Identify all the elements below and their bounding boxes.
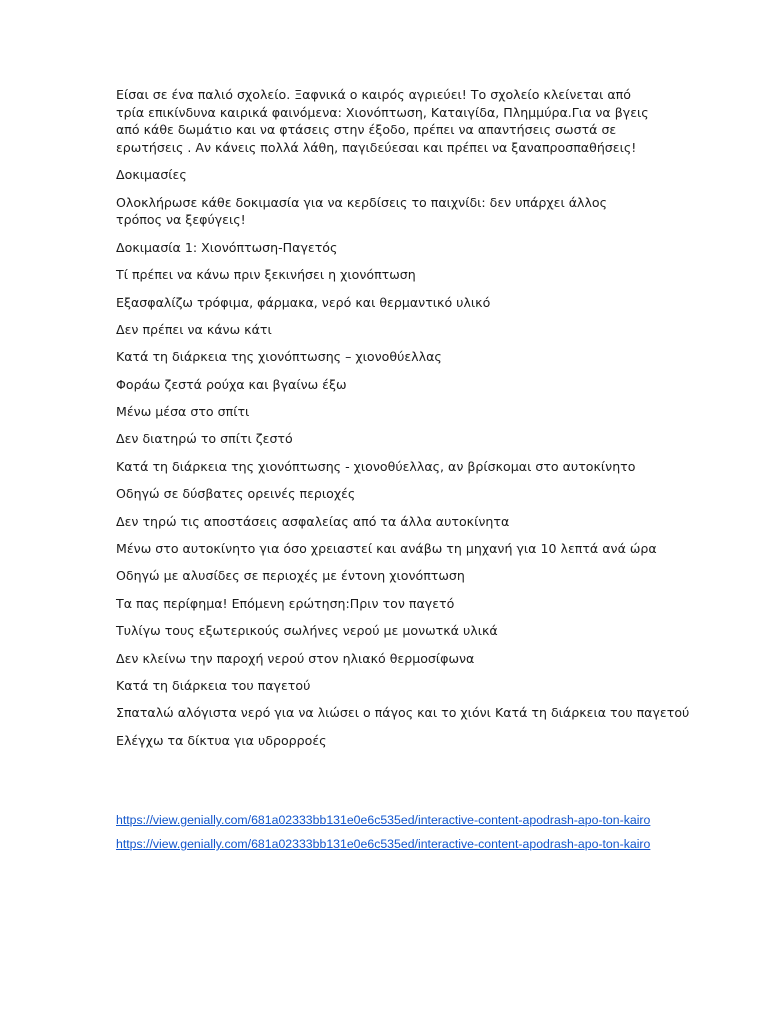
question-in-car: Κατά τη διάρκεια της χιονόπτωσης - χιονοθύελλας, αν βρίσκομαι στο αυτοκίνητο — [116, 458, 636, 474]
answer-option: Φοράω ζεστά ρούχα και βγαίνω έξω — [116, 376, 347, 392]
answer-option: Σπαταλώ αλόγιστα νερό για να λιώσει ο πάγος και το χιόνι Κατά τη διάρκεια του παγετού — [116, 705, 690, 721]
answer-option: Οδηγώ σε δύσβατες ορεινές περιοχές — [116, 486, 356, 502]
answer-option: Μένω στο αυτοκίνητο για όσο χρειαστεί και ανάβω τη μηχανή για 10 λεπτά ανά ώρα — [116, 541, 657, 557]
genially-link[interactable]: https://view.genially.com/681a02333bb131e0e6c535ed/interactive-content-apodrash-apo-ton-kairo — [116, 813, 651, 827]
answer-option: Οδηγώ με αλυσίδες σε περιοχές με έντονη χιονόπτωση — [116, 568, 465, 584]
trials-heading: Δοκιμασίες — [116, 167, 187, 183]
answer-option: Εξασφαλίζω τρόφιμα, φάρμακα, νερό και θερμαντικό υλικό — [116, 294, 491, 310]
answer-option: Μένω μέσα στο σπίτι — [116, 404, 250, 420]
question-during-snowstorm: Κατά τη διάρκεια της χιονόπτωσης – χιονοθύελλας — [116, 349, 442, 365]
question-during-frost: Κατά τη διάρκεια του παγετού — [116, 678, 311, 693]
answer-option: Δεν κλείνω την παροχή νερού στον ηλιακό θερμοσίφωνα — [116, 650, 475, 666]
genially-link[interactable]: https://view.genially.com/681a02333bb131e0e6c535ed/interactive-content-apodrash-apo-ton-kairo — [116, 837, 651, 851]
answer-option: Δεν διατηρώ το σπίτι ζεστό — [116, 431, 293, 447]
links-section — [116, 812, 650, 860]
intro-paragraph: Είσαι σε ένα παλιό σχολείο. Ξαφνικά ο καιρός αγριεύει! Το σχολείο κλείνεται από τρία επικίνδυνα καιρικά φαινόμενα: Χιονόπτωση, Καταιγίδα, Πλημμύρα.Για να βγεις από κάθε δωμάτιο και να φτάσεις στην έξοδο, πρέπει να απαντήσεις σωστά σε ερωτήσεις . Αν κάνεις πολλά λάθη, παγιδεύεσαι και πρέπει να ξαναπροσπαθήσεις! — [116, 87, 649, 155]
trial-1-heading: Δοκιμασία 1: Χιονόπτωση-Παγετός — [116, 239, 338, 255]
document-body — [116, 86, 690, 759]
instructions-paragraph: Ολοκλήρωσε κάθε δοκιμασία για να κερδίσεις το παιχνίδι: δεν υπάρχει άλλος τρόπος να ξεφύγεις! — [116, 194, 608, 228]
answer-option: Δεν τηρώ τις αποστάσεις ασφαλείας από τα άλλα αυτοκίνητα — [116, 513, 510, 529]
answer-option: Ελέγχω τα δίκτυα για υδρορροές — [116, 732, 327, 748]
question-before-snowfall: Τί πρέπει να κάνω πριν ξεκινήσει η χιονόπτωση — [116, 267, 416, 283]
answer-option: Τυλίγω τους εξωτερικούς σωλήνες νερού με μονωτκά υλικά — [116, 623, 498, 639]
question-before-frost: Τα πας περίφημα! Επόμενη ερώτηση:Πριν τον παγετό — [116, 595, 455, 611]
answer-option: Δεν πρέπει να κάνω κάτι — [116, 321, 272, 337]
